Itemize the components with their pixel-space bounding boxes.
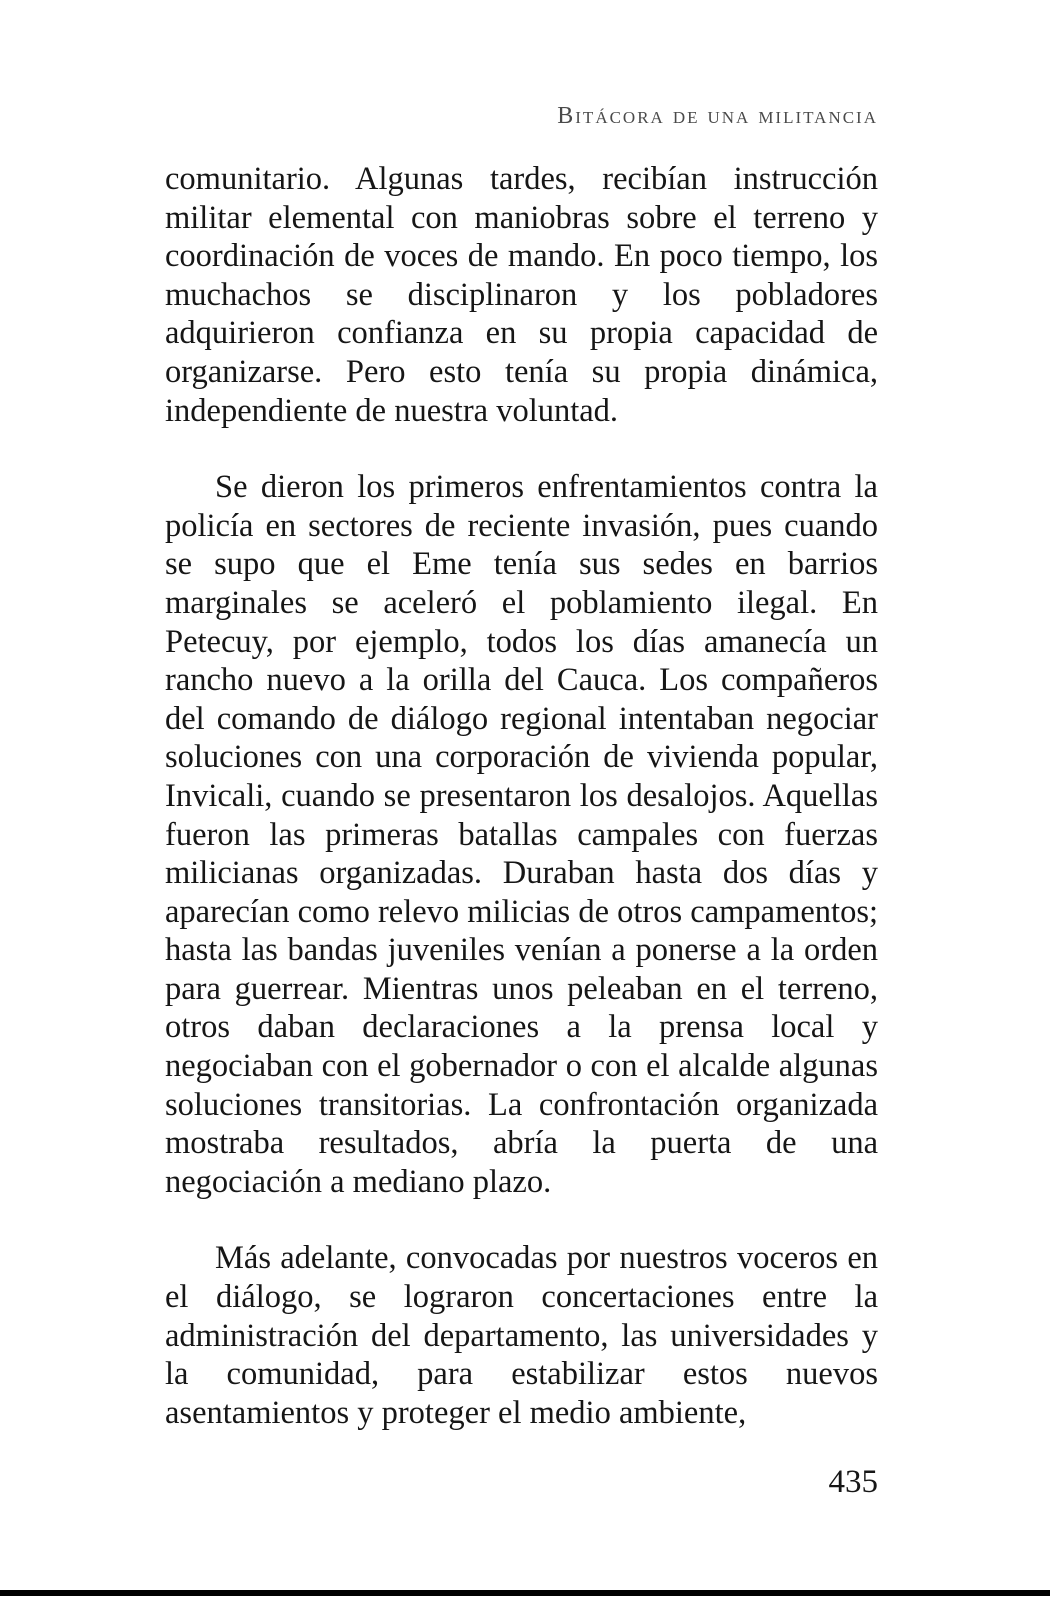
page-number: 435	[828, 1464, 878, 1500]
paragraph-1: comunitario. Algunas tardes, recibían instrucción militar elemental con maniobras sobre el terreno y coordinación de voces de mando. En poco tiempo, los muchachos se disciplinaron y los pobladores adquirieron confianza en su propia capacidad de organizarse. Pero esto tenía su propia dinámica, independiente de nuestra voluntad.	[165, 161, 878, 429]
body-text	[165, 160, 878, 1432]
paragraph-3: Más adelante, convocadas por nuestros voceros en el diálogo, se lograron concertaciones entre la administración del departamento, las universidades y la comunidad, para estabilizar estos nuevos asentamientos y proteger el medio ambiente,	[165, 1240, 878, 1431]
running-header: Bitácora de una militancia	[557, 103, 878, 129]
bottom-border	[0, 1590, 1050, 1596]
paragraph-2: Se dieron los primeros enfrentamientos contra la policía en sectores de reciente invasión, pues cuando se supo que el Eme tenía sus sedes en barrios marginales se aceleró el poblamiento ilegal. En Petecuy, por ejemplo, todos los días amanecía un rancho nuevo a la orilla del Cauca. Los compañeros del comando de diálogo regional intentaban negociar soluciones con una corporación de vivienda popular, Invicali, cuando se presentaron los desalojos. Aquellas fueron las primeras batallas campales con fuerzas milicianas organizadas. Duraban hasta dos días y aparecían como relevo milicias de otros campamentos; hasta las bandas juveniles venían a ponerse a la orden para guerrear. Mientras unos peleaban en el terreno, otros daban declaraciones a la prensa local y negociaban con el gobernador o con el alcalde algunas soluciones transitorias. La confrontación organizada mostraba resultados, abría la puerta de una negociación a mediano plazo.	[165, 469, 878, 1200]
